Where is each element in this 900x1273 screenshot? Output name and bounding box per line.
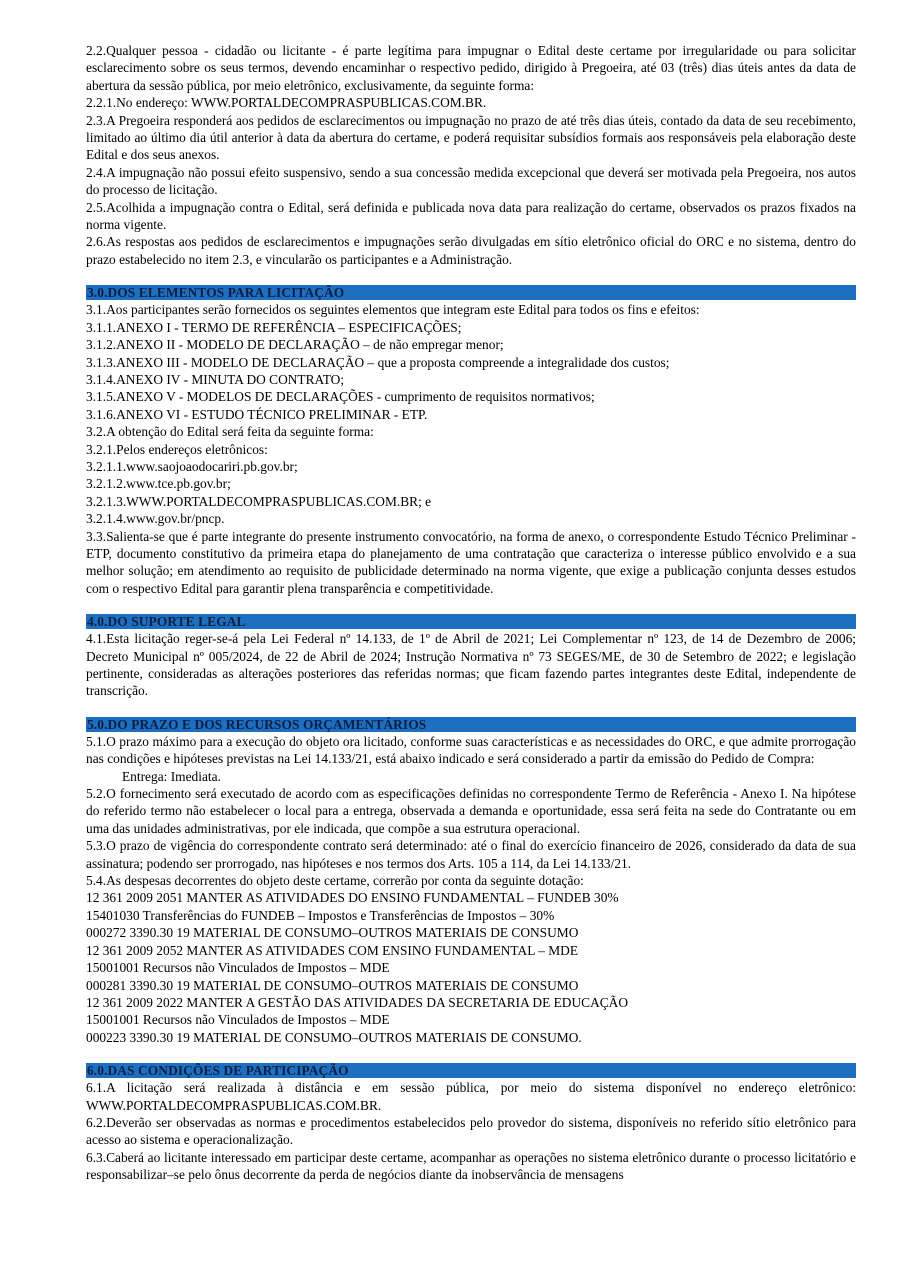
paragraph-6-2: 6.2.Deverão ser observadas as normas e procedimentos estabelecidos pelo provedor do sistema, disponíveis no referido sítio eletrônico para acesso ao sistema e operacionalização. xyxy=(86,1114,856,1148)
paragraph-3-1-5: 3.1.5.ANEXO V - MODELOS DE DECLARAÇÕES - cumprimento de requisitos normativos; xyxy=(86,389,595,405)
paragraph-5-4: 5.4.As despesas decorrentes do objeto deste certame, correrão por conta da seguinte dotação: xyxy=(86,873,584,889)
paragraph-3-1-1: 3.1.1.ANEXO I - TERMO DE REFERÊNCIA – ESPECIFICAÇÕES; xyxy=(86,319,462,335)
section-2-continuation xyxy=(86,42,856,268)
paragraph-4-1: 4.1.Esta licitação reger-se-á pela Lei Federal nº 14.133, de 1º de Abril de 2021; Lei Complementar nº 123, de 14 de Dezembro de 2006; Decreto Municipal nº 005/2024, de 22 de Abril de 2024; Instrução Normativa nº 73 SEGES/ME, de 30 de Setembro de 2022; e legislação pertinente, consideradas as alterações posteriores das referidas normas; que ficam fazendo partes integrantes deste Edital, independente de transcrição. xyxy=(86,631,856,699)
section-6-header: 6.0.DAS CONDIÇÕES DE PARTICIPAÇÃO xyxy=(86,1063,856,1078)
delivery-term: Entrega: Imediata. xyxy=(122,768,221,784)
section-4-header: 4.0.DO SUPORTE LEGAL xyxy=(86,614,856,629)
budget-line: 12 361 2009 2052 MANTER AS ATIVIDADES COM ENSINO FUNDAMENTAL – MDE xyxy=(86,942,579,958)
paragraph-3-1-4: 3.1.4.ANEXO IV - MINUTA DO CONTRATO; xyxy=(86,371,345,387)
paragraph-2-3: 2.3.A Pregoeira responderá aos pedidos de esclarecimentos ou impugnação no prazo de até três dias úteis, contado da data de seu recebimento, limitado ao último dia útil anterior à data da abertura do certame, e poderá requisitar subsídios formais aos responsáveis pela elaboração deste Edital e dos seus anexos. xyxy=(86,112,856,163)
paragraph-3-1-3: 3.1.3.ANEXO III - MODELO DE DECLARAÇÃO – que a proposta compreende a integralidade dos custos; xyxy=(86,354,670,370)
paragraph-6-3: 6.3.Caberá ao licitante interessado em participar deste certame, acompanhar as operações no sistema eletrônico durante o processo licitatório e responsabilizar–se pelo ônus decorrente da perda de negócios diante da inobservância de mensagens xyxy=(86,1149,856,1183)
budget-line: 000272 3390.30 19 MATERIAL DE CONSUMO–OUTROS MATERIAIS DE CONSUMO xyxy=(86,925,579,941)
paragraph-3-3: 3.3.Salienta-se que é parte integrante do presente instrumento convocatório, na forma de anexo, o correspondente Estudo Técnico Preliminar - ETP, documento constitutivo da primeira etapa do planejamento de uma contratação que caracteriza o interesse público envolvido e a sua melhor solução; em atendimento ao requisito de publicidade determinado na norma vigente, que exige a publicação conjunta desses estudos com o respectivo Edital para garantir plena transparência e competitividade. xyxy=(86,528,856,596)
paragraph-3-2-1: 3.2.1.Pelos endereços eletrônicos: xyxy=(86,441,268,457)
section-5 xyxy=(86,717,856,1046)
budget-line: 12 361 2009 2022 MANTER A GESTÃO DAS ATIVIDADES DA SECRETARIA DE EDUCAÇÃO xyxy=(86,994,629,1010)
paragraph-5-1: 5.1.O prazo máximo para a execução do objeto ora licitado, conforme suas características e as necessidades do ORC, e que admite prorrogação nas condições e hipóteses previstas na Lei 14.133/21, está abaixo indicado e será considerado a partir da emissão do Pedido de Compra: xyxy=(86,733,856,767)
paragraph-3-2-1-2: 3.2.1.2.www.tce.pb.gov.br; xyxy=(86,476,231,492)
section-6 xyxy=(86,1063,856,1183)
paragraph-3-1-2: 3.1.2.ANEXO II - MODELO DE DECLARAÇÃO – de não empregar menor; xyxy=(86,337,504,353)
paragraph-3-2-1-4: 3.2.1.4.www.gov.br/pncp. xyxy=(86,511,225,527)
paragraph-6-1: 6.1.A licitação será realizada à distância e em sessão pública, por meio do sistema disponível no endereço eletrônico: WWW.PORTALDECOMPRASPUBLICAS.COM.BR. xyxy=(86,1080,856,1113)
section-3 xyxy=(86,285,856,597)
paragraph-5-2: 5.2.O fornecimento será executado de acordo com as especificações definidas no correspondente Termo de Referência - Anexo I. Na hipótese do referido termo não estabelecer o local para a entrega, observada a demanda e oportunidade, essa será feita na sede do Contratante ou em uma das unidades administrativas, por ele indicada, que compõe a sua estrutura operacional. xyxy=(86,786,856,836)
paragraph-3-2-1-3: 3.2.1.3.WWW.PORTALDECOMPRASPUBLICAS.COM.BR; e xyxy=(86,493,432,509)
paragraph-3-1: 3.1.Aos participantes serão fornecidos os seguintes elementos que integram este Edital para todos os fins e efeitos: xyxy=(86,302,700,318)
budget-line: 000281 3390.30 19 MATERIAL DE CONSUMO–OUTROS MATERIAIS DE CONSUMO xyxy=(86,977,579,993)
paragraph-3-2: 3.2.A obtenção do Edital será feita da seguinte forma: xyxy=(86,424,374,440)
paragraph-2-4: 2.4.A impugnação não possui efeito suspensivo, sendo a sua concessão medida excepcional que deverá ser motivada pela Pregoeira, nos autos do processo de licitação. xyxy=(86,164,856,198)
budget-line: 15401030 Transferências do FUNDEB – Impostos e Transferências de Impostos – 30% xyxy=(86,907,555,923)
paragraph-5-3: 5.3.O prazo de vigência do correspondente contrato será determinado: até o final do exercício financeiro de 2026, considerado da data de sua assinatura; podendo ser prorrogado, nas hipóteses e nos termos dos Arts. 105 a 114, da Lei 14.133/21. xyxy=(86,838,856,871)
paragraph-2-2: 2.2.Qualquer pessoa - cidadão ou licitante - é parte legítima para impugnar o Edital deste certame por irregularidade ou para solicitar esclarecimento sobre os seus termos, devendo encaminhar o respectivo pedido, dirigido à Pregoeira, até 03 (três) dias úteis antes da data de abertura da sessão pública, por meio eletrônico, exclusivamente, da seguinte forma: xyxy=(86,43,856,93)
section-4 xyxy=(86,614,856,700)
budget-line: 15001001 Recursos não Vinculados de Impostos – MDE xyxy=(86,1012,390,1028)
paragraph-2-2-1: 2.2.1.No endereço: WWW.PORTALDECOMPRASPUBLICAS.COM.BR. xyxy=(86,95,487,111)
paragraph-2-6: 2.6.As respostas aos pedidos de esclarecimentos e impugnações serão divulgadas em sítio eletrônico oficial do ORC e no sistema, dentro do prazo estabelecido no item 2.3, e vincularão os participantes e a Administração. xyxy=(86,234,856,267)
section-5-header: 5.0.DO PRAZO E DOS RECURSOS ORÇAMENTÁRIOS xyxy=(86,717,856,732)
section-3-header: 3.0.DOS ELEMENTOS PARA LICITAÇÃO xyxy=(86,285,856,300)
paragraph-3-2-1-1: 3.2.1.1.www.saojoaodocariri.pb.gov.br; xyxy=(86,458,298,474)
paragraph-3-1-6: 3.1.6.ANEXO VI - ESTUDO TÉCNICO PRELIMINAR - ETP. xyxy=(86,406,428,422)
paragraph-2-5: 2.5.Acolhida a impugnação contra o Edital, será definida e publicada nova data para realização do certame, observados os prazos fixados na norma vigente. xyxy=(86,199,856,233)
budget-line: 15001001 Recursos não Vinculados de Impostos – MDE xyxy=(86,960,390,976)
budget-line: 12 361 2009 2051 MANTER AS ATIVIDADES DO ENSINO FUNDAMENTAL – FUNDEB 30% xyxy=(86,890,619,906)
budget-line: 000223 3390.30 19 MATERIAL DE CONSUMO–OUTROS MATERIAIS DE CONSUMO. xyxy=(86,1029,582,1045)
